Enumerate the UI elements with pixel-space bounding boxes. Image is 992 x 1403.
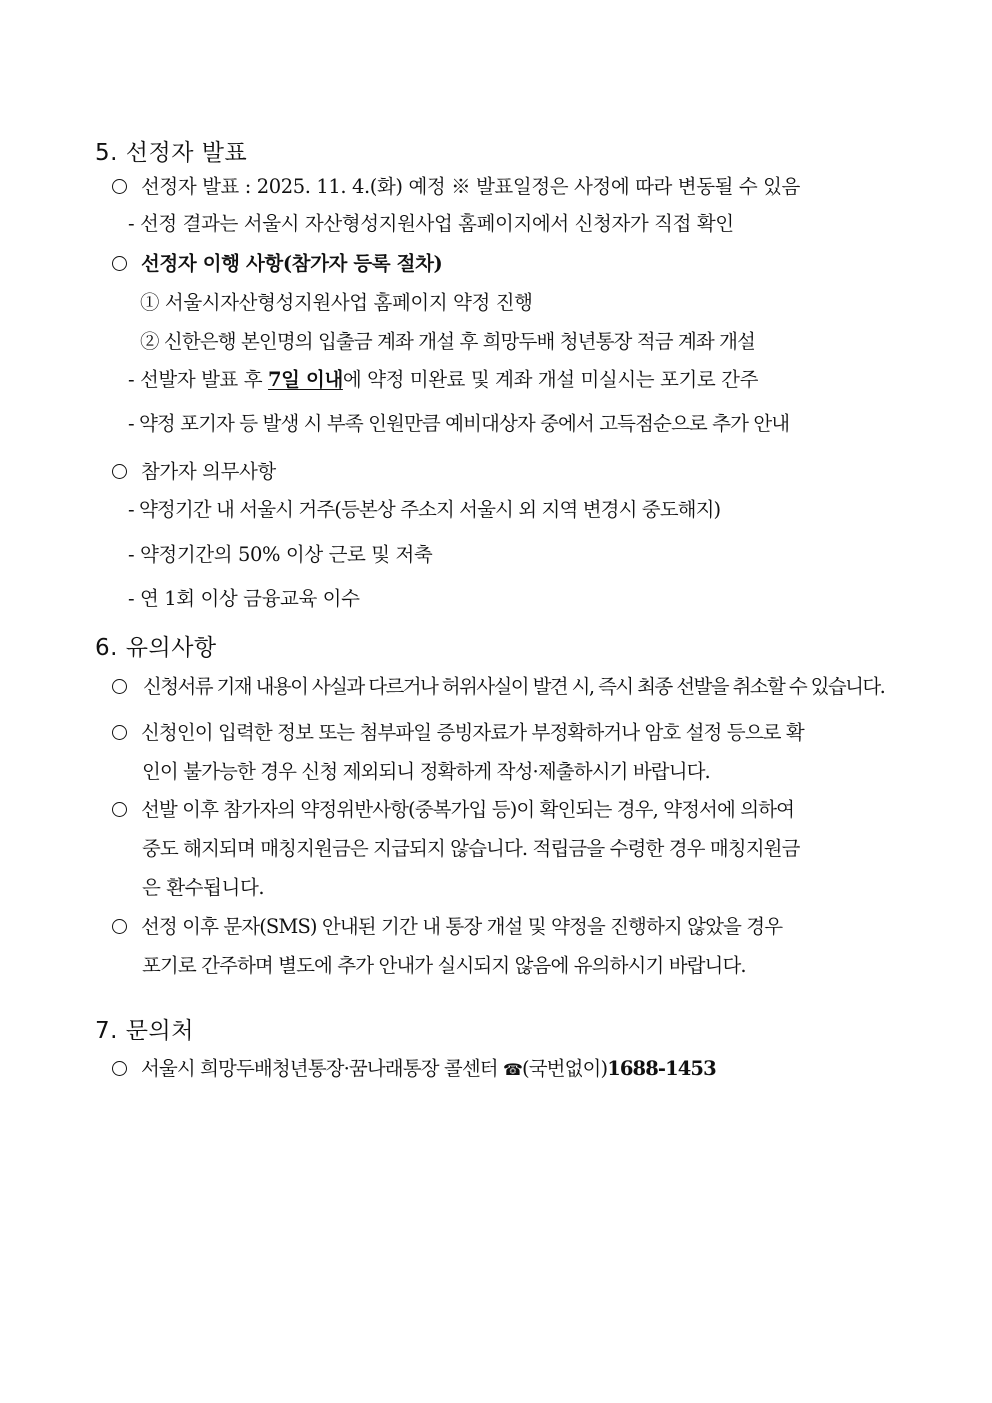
duty-2: - 약정기간의 50% 이상 근로 및 저축 — [128, 543, 433, 566]
selected-duties-text: 선정자 이행 사항(참가자 등록 절차) — [141, 252, 443, 275]
notice-2-line-2: 인이 불가능한 경우 신청 제외되니 정확하게 작성·제출하시기 바랍니다. — [142, 760, 710, 783]
step-2: ② 신한은행 본인명의 입출금 계좌 개설 후 희망두배 청년통장 적금 계좌 개설 — [140, 330, 755, 353]
step-1: ① 서울시자산형성지원사업 홈페이지 약정 진행 — [140, 291, 533, 314]
phone-icon: ☎ — [503, 1060, 523, 1079]
section-5-heading: 5. 선정자 발표 — [95, 140, 248, 166]
announce-result-note: - 선정 결과는 서울시 자산형성지원사업 홈페이지에서 신청자가 직접 확인 — [128, 212, 734, 235]
section-7-heading: 7. 문의처 — [95, 1018, 194, 1044]
notice-3-line-1: 선발 이후 참가자의 약정위반사항(중복가입 등)이 확인되는 경우, 약정서에 의하여 — [141, 798, 795, 821]
notice-4-line-1: 선정 이후 문자(SMS) 안내된 기간 내 통장 개설 및 약정을 진행하지 않았을 경우 — [141, 915, 783, 938]
notice-3-line-2: 중도 해지되며 매칭지원금은 지급되지 않습니다. 적립금을 수령한 경우 매칭지원금 — [142, 837, 800, 860]
contact-prefix-note: (국번없이) — [522, 1057, 608, 1080]
circle-bullet-icon — [112, 256, 127, 271]
circle-bullet-icon — [112, 919, 127, 934]
section-6-heading: 6. 유의사항 — [95, 635, 217, 661]
participant-duties-text: 참가자 의무사항 — [141, 460, 276, 483]
announce-date-item — [112, 177, 800, 197]
deadline-note — [128, 370, 758, 390]
circle-bullet-icon — [112, 679, 127, 694]
deadline-note-post: 에 약정 미완료 및 계좌 개설 미실시는 포기로 간주 — [342, 368, 759, 391]
duty-3: - 연 1회 이상 금융교육 이수 — [128, 587, 360, 610]
deadline-emphasis: 7일 이내 — [268, 368, 343, 391]
forfeit-note: - 약정 포기자 등 발생 시 부족 인원만큼 예비대상자 중에서 고득점순으로 추가 안내 — [128, 412, 790, 435]
notice-4-line-2: 포기로 간주하며 별도에 추가 안내가 실시되지 않음에 유의하시기 바랍니다. — [142, 954, 746, 977]
notice-4 — [112, 917, 782, 937]
circle-bullet-icon — [112, 802, 127, 817]
notice-3 — [112, 800, 794, 820]
contact-center-label: 서울시 희망두배청년통장·꿈나래통장 콜센터 — [141, 1057, 503, 1080]
notice-1 — [112, 677, 884, 697]
notice-3-line-3: 은 환수됩니다. — [142, 876, 265, 899]
announce-date-text: 선정자 발표 : 2025. 11. 4.(화) 예정 ※ 발표일정은 사정에 따라 변동될 수 있음 — [141, 175, 800, 198]
notice-2-line-1: 신청인이 입력한 정보 또는 첨부파일 증빙자료가 부정확하거나 암호 설정 등으로 확 — [141, 721, 804, 744]
contact-phone-number: 1688-1453 — [607, 1057, 716, 1080]
circle-bullet-icon — [112, 725, 127, 740]
participant-duties-item — [112, 462, 276, 482]
notice-1-text: 신청서류 기재 내용이 사실과 다르거나 허위사실이 발견 시, 즉시 최종 선발을 취소할 수 있습니다. — [143, 675, 885, 698]
contact-item — [112, 1059, 716, 1079]
circle-bullet-icon — [112, 1061, 127, 1076]
circle-bullet-icon — [112, 179, 127, 194]
duty-1: - 약정기간 내 서울시 거주(등본상 주소지 서울시 외 지역 변경시 중도해지) — [128, 498, 721, 521]
circle-bullet-icon — [112, 464, 127, 479]
notice-2 — [112, 723, 804, 743]
selected-duties-item — [112, 254, 442, 274]
deadline-note-pre: - 선발자 발표 후 — [128, 368, 269, 391]
